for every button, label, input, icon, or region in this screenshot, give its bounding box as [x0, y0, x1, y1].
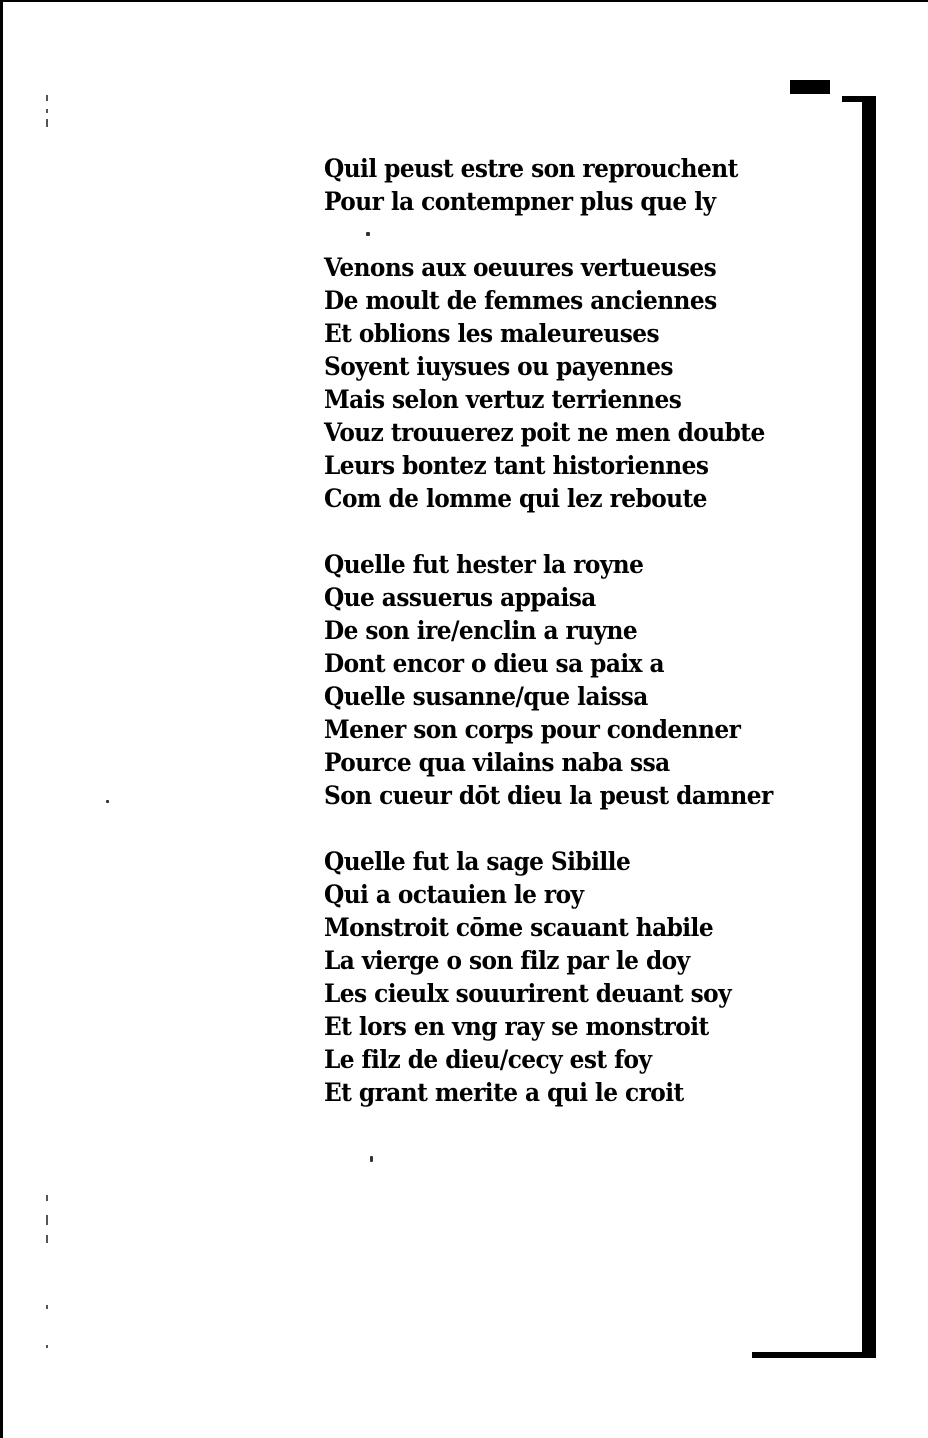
verse-line: Et oblions les maleureuses	[324, 319, 660, 348]
verse-line: Pource qua vilains naba ssa	[324, 748, 670, 777]
gutter-marks	[46, 95, 56, 1355]
verse-line: La vierge o son filz par le doy	[324, 946, 690, 975]
verse-line: De son ire/enclin a ruyne	[324, 616, 638, 645]
ink-speck	[106, 800, 109, 803]
verse-line: Mener son corps pour condenner	[324, 715, 741, 744]
binding-spine	[862, 96, 876, 1358]
verse-line: Monstroit cōme scauant habile	[324, 913, 714, 942]
verse-line: Mais selon vertuz terriennes	[324, 385, 682, 414]
verse-line: Que assuerus appaisa	[324, 583, 596, 612]
verse-line: Quelle susanne/que laissa	[324, 682, 648, 711]
verse-line: Et grant merite a qui le croit	[324, 1078, 684, 1107]
stanza-2	[324, 251, 794, 515]
verse-line: Le filz de dieu/cecy est foy	[324, 1045, 652, 1074]
verse-line: Vouz trouuerez poit ne men doubte	[324, 418, 765, 447]
stanza-3	[324, 548, 794, 812]
binding-bottom-bar	[752, 1352, 876, 1358]
poem-text	[324, 152, 794, 1109]
verse-line: Pour la contempner plus que ly	[324, 187, 716, 216]
verse-line: Quelle fut hester la royne	[324, 550, 644, 579]
verse-line: Soyent iuysues ou payennes	[324, 352, 673, 381]
binding-tab	[790, 80, 830, 94]
verse-line: Leurs bontez tant historiennes	[324, 451, 709, 480]
verse-line: Son cueur dōt dieu la peust damner	[324, 781, 773, 810]
left-edge-rule	[0, 0, 3, 1438]
top-edge-rule	[0, 0, 928, 2]
verse-line: Venons aux oeuures vertueuses	[324, 253, 717, 282]
verse-line: De moult de femmes anciennes	[324, 286, 717, 315]
stanza-4	[324, 845, 794, 1109]
stanza-1	[324, 152, 794, 218]
verse-line: Et lors en vng ray se monstroit	[324, 1012, 709, 1041]
ink-speck	[370, 1156, 373, 1162]
verse-line: Qui a octauien le roy	[324, 880, 584, 909]
verse-line: Quil peust estre son reprouchent	[324, 154, 738, 183]
verse-line: Dont encor o dieu sa paix a	[324, 649, 664, 678]
verse-line: Com de lomme qui lez reboute	[324, 484, 707, 513]
verse-line: Quelle fut la sage Sibille	[324, 847, 631, 876]
verse-line: Les cieulx souurirent deuant soy	[324, 979, 732, 1008]
